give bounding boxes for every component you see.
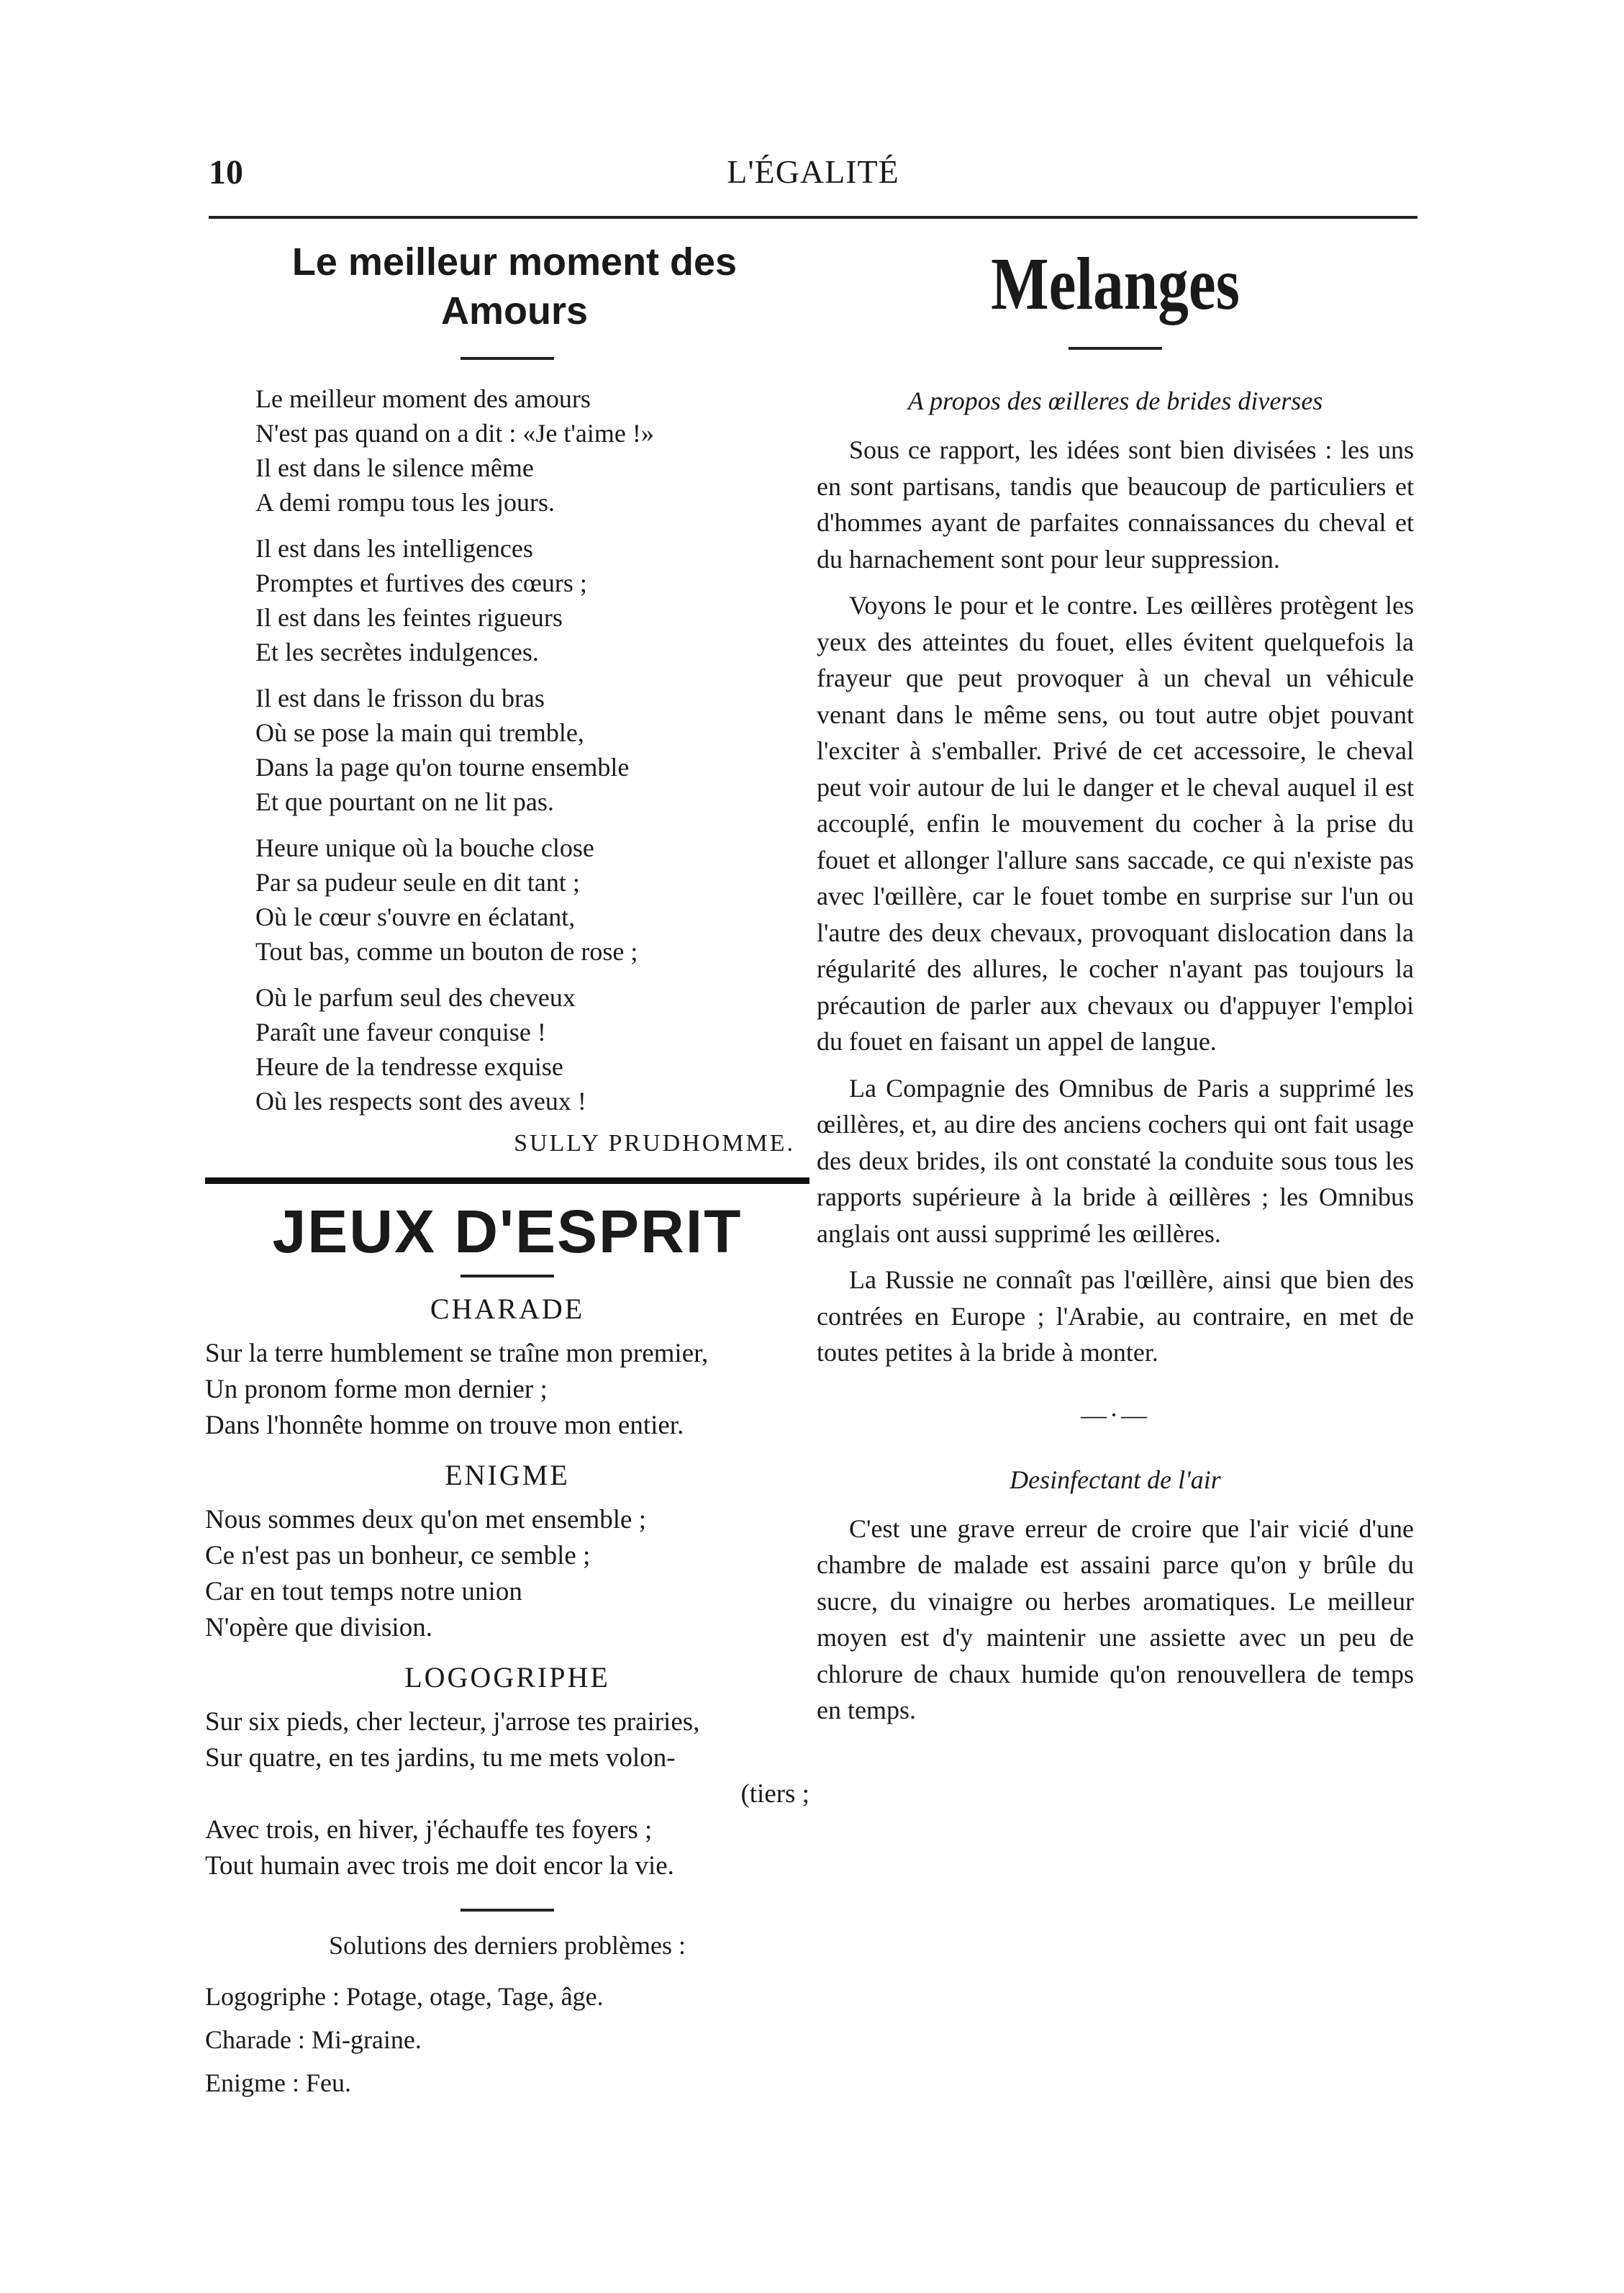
article-paragraph: Voyons le pour et le contre. Les œillères protègent les yeux des atteintes du fouet, elles évitent quelquefois la frayeur que peut provoquer à un cheval un véhicule venant dans le même sens, ou tout autre objet pouvant l'exciter à s'emballer. Privé de cet accessoire, le cheval peut voir autour de lui le danger et le cheval auquel il est accouplé, enfin le mouvement du cocher à la prise du fouet et allonger l'allure sans saccade, ce qui n'existe pas avec l'œillère, car le fouet tombe en surprise sur l'un ou l'autre des deux chevaux, provoquant dislocation dans la régularité des allures, le cocher n'ayant pas toujours la précaution de parler aux chevaux ou d'appuyer l'emploi du fouet en faisant un appel de langue. — [817, 591, 1414, 1056]
article-paragraph: La Compagnie des Omnibus de Paris a supprimé les œillères, et, au dire des anciens cochers qui ont fait usage des deux brides, ils ont constaté la conduite sous tous les rapports supérieure à la bride à œillères ; les Omnibus anglais ont aussi supprimé les œillères. — [817, 1073, 1414, 1248]
verse-line: Il est dans le frisson du bras — [255, 684, 545, 713]
verse-line: Tout bas, comme un bouton de rose ; — [255, 937, 638, 966]
header-rule — [209, 216, 1417, 219]
article-paragraph: La Russie ne connaît pas l'œillère, ainsi que bien des contrées en Europe ; l'Arabie, au contraire, en met de toutes petites à la bride à monter. — [817, 1265, 1414, 1367]
poem-stanza — [255, 681, 809, 819]
verse-line: Où le cœur s'ouvre en éclatant, — [255, 903, 576, 931]
page-number: 10 — [209, 153, 243, 191]
ornament-divider: —·— — [1081, 1400, 1150, 1429]
verse-line: Promptes et furtives des cœurs ; — [255, 569, 587, 597]
verse-line: Où le parfum seul des cheveux — [255, 983, 576, 1012]
logogriphe-text — [205, 1704, 809, 1884]
solution-enigme: Enigme : Feu. — [205, 2068, 351, 2097]
enigme-heading: ENIGME — [445, 1459, 570, 1491]
verse-line: Heure unique où la bouche close — [255, 833, 594, 862]
verse-line: Il est dans le silence même — [255, 453, 534, 482]
verse-line: Par sa pudeur seule en dit tant ; — [255, 868, 580, 897]
verse-line: Et que pourtant on ne lit pas. — [255, 787, 554, 816]
poem-stanza — [255, 831, 809, 969]
journal-title: L'ÉGALITÉ — [727, 153, 899, 190]
charade-heading: CHARADE — [430, 1293, 585, 1325]
verse-line: Dans la page qu'on tourne ensemble — [255, 753, 630, 782]
divider — [461, 1275, 554, 1277]
poem-title — [205, 238, 809, 335]
page-header — [209, 153, 1417, 203]
verse-line: Dans l'honnête homme on trouve mon entier. — [205, 1411, 684, 1440]
left-column — [205, 238, 809, 2104]
verse-line: Avec trois, en hiver, j'échauffe tes foyers ; — [205, 1815, 653, 1845]
verse-line: Car en tout temps notre union — [205, 1577, 522, 1606]
article-paragraph: C'est une grave erreur de croire que l'air vicié d'une chambre de malade est assaini parce qu'on y brûle du sucre, du vinaigre ou herbes aromatiques. Le meilleur moyen est d'y maintenir une assiette avec un peu de chlorure de chaux humide qu'on renouvellera de temps en temps. — [817, 1514, 1414, 1724]
solution-charade: Charade : Mi-graine. — [205, 2025, 422, 2054]
poem-title-line2: Amours — [440, 289, 589, 333]
verse-line: Un pronom forme mon dernier ; — [205, 1375, 548, 1404]
verse-line: N'opère que division. — [205, 1613, 432, 1642]
enigme-text — [205, 1502, 809, 1646]
section-rule — [205, 1177, 809, 1184]
poem-stanza — [255, 381, 809, 520]
verse-line: Nous sommes deux qu'on met ensemble ; — [205, 1505, 646, 1534]
jeux-title: JEUX D'ESPRIT — [272, 1198, 743, 1265]
verse-line: Heure de la tendresse exquise — [255, 1052, 563, 1081]
verse-line: Sur quatre, en tes jardins, tu me mets volon- — [205, 1743, 676, 1773]
verse-line: Ce n'est pas un bonheur, ce semble ; — [205, 1541, 591, 1570]
charade-text — [205, 1336, 809, 1444]
verse-line: Paraît une faveur conquise ! — [255, 1018, 546, 1046]
divider — [461, 357, 554, 360]
solution-logogriphe: Logogriphe : Potage, otage, Tage, âge. — [205, 1982, 604, 2011]
verse-line: N'est pas quand on a dit : «Je t'aime !» — [255, 419, 654, 448]
desinfectant-heading: Desinfectant de l'air — [1010, 1465, 1221, 1494]
poem-author: SULLY PRUDHOMME. — [514, 1130, 795, 1157]
verse-line: Il est dans les feintes rigueurs — [255, 603, 563, 632]
divider — [1069, 347, 1162, 350]
solutions-heading: Solutions des derniers problèmes : — [329, 1931, 686, 1960]
right-column — [817, 238, 1414, 1739]
verse-line: Et les secrètes indulgences. — [255, 638, 539, 666]
divider — [461, 1909, 554, 1912]
verse-line: Sur six pieds, cher lecteur, j'arrose tes prairies, — [205, 1707, 700, 1737]
article-paragraph: Sous ce rapport, les idées sont bien divisées : les uns en sont partisans, tandis que beaucoup de particuliers et d'hommes ayant de parfaites connaissances du cheval et du harnachement sont pour leur suppression. — [817, 435, 1414, 574]
poem-stanza — [255, 980, 809, 1118]
verse-line: Où se pose la main qui tremble, — [255, 718, 584, 747]
poem-title-line1: Le meilleur moment des — [291, 240, 738, 284]
poem-stanza — [255, 531, 809, 669]
oeilleres-heading: A propos des œilleres de brides diverses — [907, 386, 1323, 415]
verse-line: Le meilleur moment des amours — [255, 384, 591, 413]
melanges-title: Melanges — [991, 243, 1240, 325]
logogriphe-heading: LOGOGRIPHE — [404, 1661, 610, 1693]
verse-line-continuation: (tiers ; — [740, 1779, 809, 1809]
verse-line: Il est dans les intelligences — [255, 534, 533, 563]
verse-line: A demi rompu tous les jours. — [255, 488, 555, 517]
verse-line: Où les respects sont des aveux ! — [255, 1087, 586, 1116]
verse-line: Tout humain avec trois me doit encor la vie. — [205, 1851, 674, 1881]
verse-line: Sur la terre humblement se traîne mon premier, — [205, 1339, 709, 1368]
